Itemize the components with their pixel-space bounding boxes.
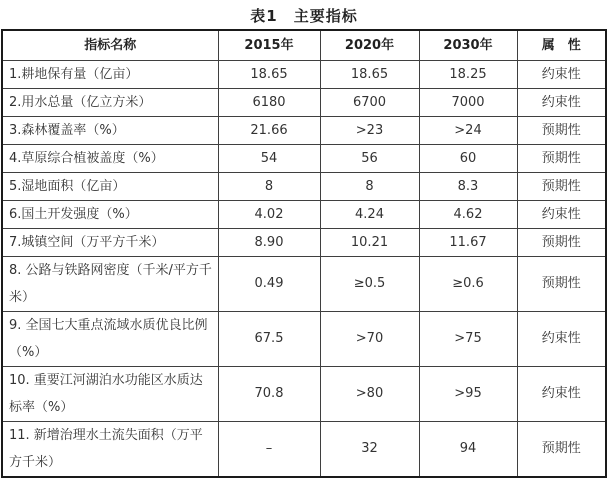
- value-2030-cell: 60: [419, 144, 517, 172]
- header-attribute: 属 性: [517, 30, 606, 60]
- value-2015-cell: 4.02: [218, 200, 320, 228]
- value-2030-cell: 94: [419, 421, 517, 477]
- value-2020-cell: 32: [320, 421, 419, 477]
- indicator-name-cell: 2.用水总量（亿立方米）: [2, 88, 218, 116]
- header-indicator-name: 指标名称: [2, 30, 218, 60]
- value-2020-cell: >70: [320, 311, 419, 366]
- table-row: [2, 88, 606, 116]
- indicator-name-cell: 4.草原综合植被盖度（%）: [2, 144, 218, 172]
- attribute-cell: 约束性: [517, 200, 606, 228]
- value-2020-cell: 8: [320, 172, 419, 200]
- value-2030-cell: 4.62: [419, 200, 517, 228]
- value-2030-cell: 18.25: [419, 60, 517, 88]
- value-2015-cell: 21.66: [218, 116, 320, 144]
- attribute-cell: 预期性: [517, 256, 606, 311]
- indicator-name-cell: 7.城镇空间（万平方千米）: [2, 228, 218, 256]
- indicator-name-cell: 9. 全国七大重点流域水质优良比例（%）: [2, 311, 218, 366]
- value-2015-cell: 8: [218, 172, 320, 200]
- value-2020-cell: ≥0.5: [320, 256, 419, 311]
- table-row: [2, 256, 606, 311]
- value-2030-cell: >75: [419, 311, 517, 366]
- indicator-name-cell: 8. 公路与铁路网密度（千米/平方千米）: [2, 256, 218, 311]
- header-2020: 2020年: [320, 30, 419, 60]
- attribute-cell: 预期性: [517, 421, 606, 477]
- indicator-name-cell: 11. 新增治理水土流失面积（万平方千米）: [2, 421, 218, 477]
- table-row: [2, 421, 606, 477]
- indicator-name-cell: 5.湿地面积（亿亩）: [2, 172, 218, 200]
- attribute-cell: 预期性: [517, 116, 606, 144]
- value-2015-cell: 67.5: [218, 311, 320, 366]
- value-2015-cell: 6180: [218, 88, 320, 116]
- attribute-cell: 预期性: [517, 144, 606, 172]
- attribute-cell: 约束性: [517, 60, 606, 88]
- indicator-name-cell: 10. 重要江河湖泊水功能区水质达标率（%）: [2, 366, 218, 421]
- table-title: 表1 主要指标: [250, 7, 358, 25]
- value-2020-cell: 10.21: [320, 228, 419, 256]
- header-2015: 2015年: [218, 30, 320, 60]
- header-row: [2, 30, 606, 60]
- value-2030-cell: 11.67: [419, 228, 517, 256]
- attribute-cell: 约束性: [517, 311, 606, 366]
- value-2020-cell: >80: [320, 366, 419, 421]
- table-row: [2, 311, 606, 366]
- table-row: [2, 144, 606, 172]
- table-row: [2, 366, 606, 421]
- indicator-name-cell: 3.森林覆盖率（%）: [2, 116, 218, 144]
- table-row: [2, 200, 606, 228]
- value-2015-cell: 18.65: [218, 60, 320, 88]
- indicator-name-cell: 6.国土开发强度（%）: [2, 200, 218, 228]
- value-2015-cell: 54: [218, 144, 320, 172]
- table-row: [2, 172, 606, 200]
- attribute-cell: 约束性: [517, 366, 606, 421]
- value-2030-cell: ≥0.6: [419, 256, 517, 311]
- value-2030-cell: 8.3: [419, 172, 517, 200]
- value-2020-cell: 56: [320, 144, 419, 172]
- header-2030: 2030年: [419, 30, 517, 60]
- value-2015-cell: 70.8: [218, 366, 320, 421]
- attribute-cell: 约束性: [517, 88, 606, 116]
- value-2020-cell: >23: [320, 116, 419, 144]
- value-2020-cell: 4.24: [320, 200, 419, 228]
- value-2015-cell: 0.49: [218, 256, 320, 311]
- value-2030-cell: >24: [419, 116, 517, 144]
- value-2020-cell: 6700: [320, 88, 419, 116]
- indicators-table: [1, 29, 607, 478]
- table-row: [2, 228, 606, 256]
- attribute-cell: 预期性: [517, 172, 606, 200]
- attribute-cell: 预期性: [517, 228, 606, 256]
- value-2030-cell: >95: [419, 366, 517, 421]
- table-row: [2, 60, 606, 88]
- indicator-name-cell: 1.耕地保有量（亿亩）: [2, 60, 218, 88]
- value-2020-cell: 18.65: [320, 60, 419, 88]
- value-2015-cell: –: [218, 421, 320, 477]
- table-row: [2, 116, 606, 144]
- value-2030-cell: 7000: [419, 88, 517, 116]
- value-2015-cell: 8.90: [218, 228, 320, 256]
